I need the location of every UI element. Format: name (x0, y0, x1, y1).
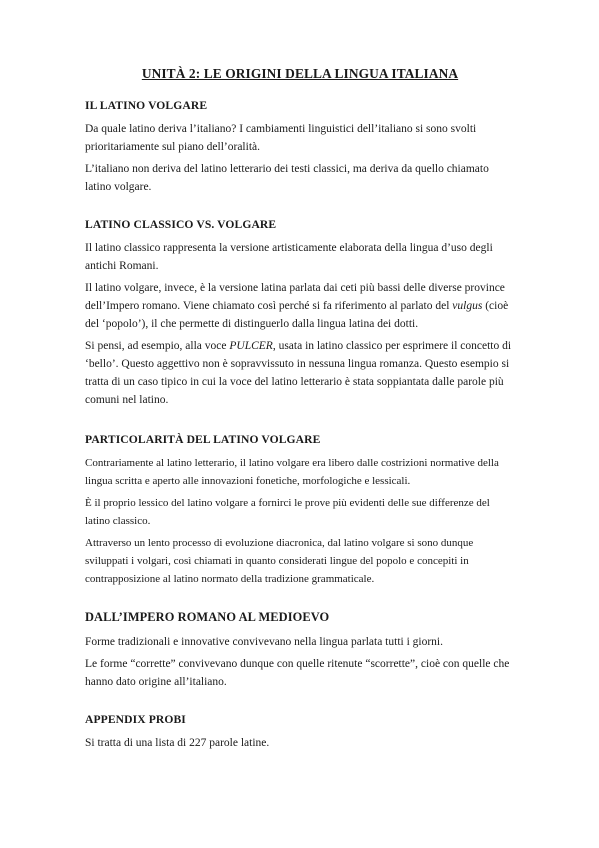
paragraph (85, 337, 515, 409)
paragraph (85, 279, 515, 333)
paragraph-text: , usata in latino classico per esprimere il concetto di ‘bello’. Questo aggettivo non è sopravvissuto in nessuna lingua romanza. Questo esempio si tratta di un caso tipico in cui la voce del latino letterario è stata soppiantata dalle parole più comuni nel latino. (85, 340, 512, 406)
section-latino-volgare (85, 99, 515, 196)
paragraph: L’italiano non deriva del latino letterario dei testi classici, ma deriva da quello chiamato latino volgare. (85, 163, 489, 193)
paragraph: Contrariamente al latino letterario, il latino volgare era libero dalle costrizioni normative della lingua scritta e aperto alle innovazioni fonetiche, morfologiche e lessicali. (85, 457, 499, 487)
section-heading: DALL’IMPERO ROMANO AL MEDIOEVO (85, 610, 330, 624)
paragraph-text: (cioè del ‘popolo’), il che permette di distinguerlo dalla lingua latina dei dotti. (85, 300, 509, 330)
paragraph-text: Si pensi, ad esempio, alla voce (85, 340, 230, 352)
paragraph: Le forme “corrette” convivevano dunque con quelle ritenute “scorrette”, cioè con quelle che hanno dato origine all’italiano. (85, 658, 510, 688)
section-heading: APPENDIX PROBI (85, 713, 186, 726)
paragraph: Attraverso un lento processo di evoluzione diacronica, dal latino volgare si sono dunque sviluppati i volgari, così chiamati in quanto considerati lingue del popolo e concepiti in contrapposizione al latino normato della tradizione grammaticale. (85, 537, 474, 585)
section-particolarita (85, 433, 515, 588)
paragraph: Da quale latino deriva l’italiano? I cambiamenti linguistici dell’italiano si sono svolti prioritariamente sul piano dell’oralità. (85, 123, 477, 153)
paragraph-text: Il latino volgare, invece, è la versione latina parlata dai ceti più bassi delle diverse province dell’Impero romano. Viene chiamato così perché si fa riferimento al parlato del (85, 282, 505, 312)
section-impero-medioevo (85, 610, 515, 691)
document-title: UNITÀ 2: LE ORIGINI DELLA LINGUA ITALIANA (141, 66, 459, 81)
section-latino-classico-vs-volgare (85, 218, 515, 409)
section-appendix-probi (85, 713, 515, 752)
document-page (85, 66, 515, 756)
paragraph: Si tratta di una lista di 227 parole latine. (85, 737, 270, 749)
paragraph: È il proprio lessico del latino volgare a fornirci le prove più evidenti delle sue differenze del latino classico. (85, 497, 490, 527)
section-heading: PARTICOLARITÀ DEL LATINO VOLGARE (85, 433, 321, 446)
paragraph: Il latino classico rappresenta la versione artisticamente elaborata della lingua d’uso degli antichi Romani. (85, 242, 493, 272)
section-heading: IL LATINO VOLGARE (85, 99, 208, 112)
italic-term: vulgus (452, 300, 483, 312)
paragraph: Forme tradizionali e innovative convivevano nella lingua parlata tutti i giorni. (85, 636, 443, 648)
italic-term: PULCER (229, 340, 273, 352)
section-heading: LATINO CLASSICO VS. VOLGARE (85, 218, 277, 231)
